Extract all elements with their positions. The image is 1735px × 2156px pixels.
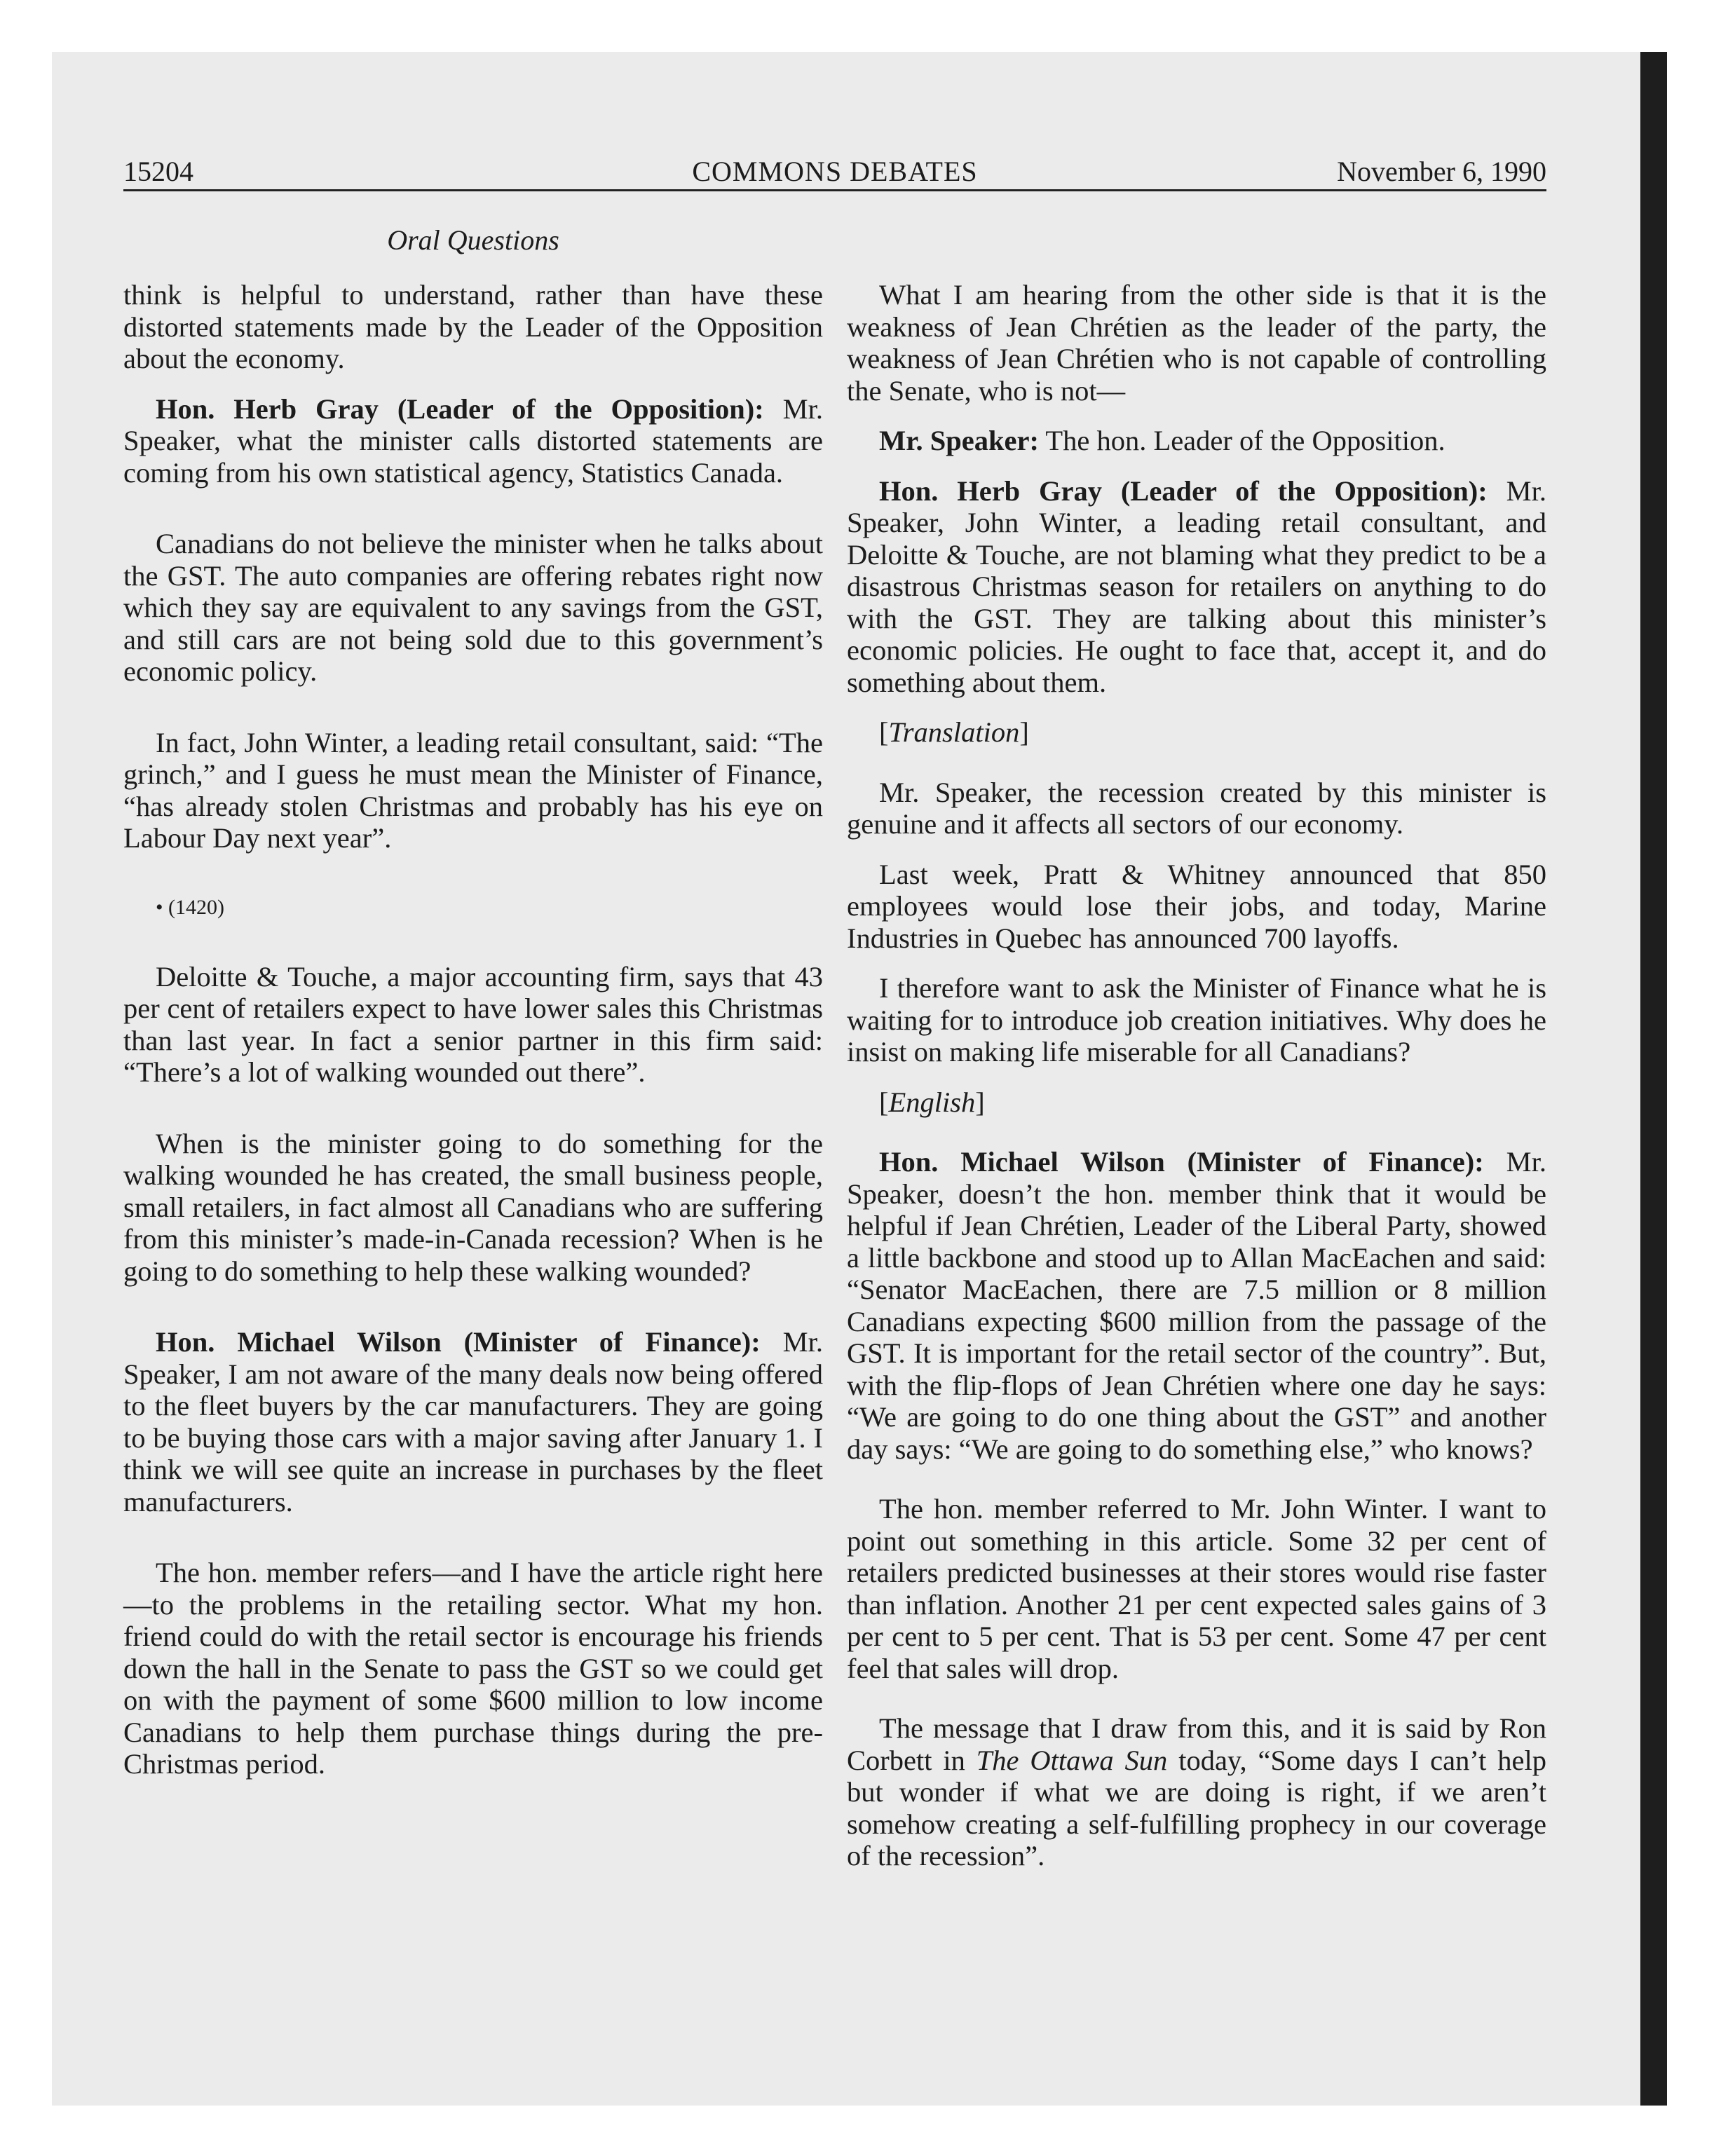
- tag-text: Translation: [888, 716, 1020, 748]
- language-tag-english: [847, 1086, 1546, 1119]
- paragraph: I therefore want to ask the Minister of Finance what he is waiting for to introduce job creation initiatives. Why does he insist on making life miserable for all Canadians?: [847, 972, 1546, 1067]
- speech-paragraph: [123, 393, 823, 489]
- speech-text: Mr. Speaker, I am not aware of the many deals now being offered to the fleet buyers by the car manufacturers. They are going to be buying those cars with a major saving after January 1. I think we will see quite an increase in purchases by the fleet manufacturers.: [123, 1326, 823, 1517]
- speaker-name: Hon. Herb Gray (Leader of the Opposition):: [156, 393, 764, 425]
- right-column: [847, 279, 1546, 1872]
- paragraph: think is helpful to understand, rather than have these distorted statements made by the Leader of the Opposition about the economy.: [123, 279, 823, 374]
- speech-paragraph: [123, 1326, 823, 1517]
- paragraph: Deloitte & Touche, a major accounting firm, says that 43 per cent of retailers expect to have lower sales this Christmas than last year. In fact a senior partner in this firm said: “There’s a lot of walking wounded out there”.: [123, 960, 823, 1088]
- paragraph: Last week, Pratt & Whitney announced that 850 employees would lose their jobs, and today, Marine Industries in Quebec has announced 700 layoffs.: [847, 858, 1546, 954]
- page-number: 15204: [123, 156, 193, 187]
- bracket: ]: [1019, 716, 1029, 748]
- section-heading: Oral Questions: [387, 224, 559, 256]
- page-header: [123, 153, 1546, 191]
- paragraph: The hon. member refers—and I have the article right here—to the problems in the retailing sector. What my hon. friend could do with the retail sector is encourage his friends down the hall in the Senate to pass the GST so we could get on with the payment of some $600 million to low income Canadians to help them purchase things during the pre-Christmas period.: [123, 1557, 823, 1780]
- left-column: [123, 279, 823, 1780]
- bracket: [: [879, 716, 889, 748]
- paragraph-text: The message that I draw from this, and it is said by Ron Corbett in: [847, 1712, 1546, 1776]
- publication-title: The Ottawa Sun: [976, 1744, 1168, 1776]
- tag-text: English: [888, 1086, 976, 1118]
- language-tag-translation: [847, 716, 1546, 749]
- speech-paragraph: [847, 1146, 1546, 1465]
- speech-paragraph: [847, 475, 1546, 699]
- running-title: COMMONS DEBATES: [692, 156, 978, 187]
- speech-text: The hon. Leader of the Opposition.: [1038, 425, 1445, 456]
- bracket: ]: [975, 1086, 985, 1118]
- paragraph: [847, 1712, 1546, 1872]
- paragraph: In fact, John Winter, a leading retail consultant, said: “The grinch,” and I guess he must mean the Minister of Finance, “has already stolen Christmas and probably has his eye on Labour Day next year”.: [123, 726, 823, 854]
- paragraph: What I am hearing from the other side is that it is the weakness of Jean Chrétien as the leader of the party, the weakness of Jean Chrétien who is not capable of controlling the Senate, who is not—: [847, 279, 1546, 407]
- paragraph: When is the minister going to do something for the walking wounded he has created, the small business people, small retailers, in fact almost all Canadians who are suffering from this minister’s made-in-Canada recession? When is he going to do something to help these walking wounded?: [123, 1127, 823, 1287]
- paragraph: Canadians do not believe the minister when he talks about the GST. The auto companies are offering rebates right now which they say are equivalent to any savings from the GST, and still cars are not being sold due to this government’s economic policy.: [123, 528, 823, 687]
- header-rule: [123, 189, 1546, 191]
- paragraph: Mr. Speaker, the recession created by this minister is genuine and it affects all sectors of our economy.: [847, 776, 1546, 840]
- paragraph-text: today, “Some days I can’t help but wonder if what we are doing is right, if we aren’t somehow creating a self-fulfilling prophecy in our coverage of the recession”.: [847, 1744, 1546, 1871]
- speaker-name: Hon. Herb Gray (Leader of the Opposition):: [879, 475, 1488, 507]
- speaker-name: Mr. Speaker:: [879, 425, 1039, 456]
- speaker-name: Hon. Michael Wilson (Minister of Finance):: [879, 1146, 1484, 1178]
- speaker-name: Hon. Michael Wilson (Minister of Finance):: [156, 1326, 761, 1358]
- speech-text: Mr. Speaker, John Winter, a leading retail consultant, and Deloitte & Touche, are not blaming what they predict to be a disastrous Christmas season for retailers on anything to do with the GST. They are talking about this minister’s economic policies. He ought to face that, accept it, and do something about them.: [847, 475, 1546, 698]
- bracket: [: [879, 1086, 889, 1118]
- speech-paragraph: [847, 425, 1546, 457]
- scan-edge-shadow: [1640, 52, 1667, 2106]
- time-marker: • (1420): [156, 895, 224, 919]
- header-date: November 6, 1990: [1337, 156, 1546, 187]
- speech-text: Mr. Speaker, doesn’t the hon. member think that it would be helpful if Jean Chrétien, Leader of the Liberal Party, showed a little backbone and stood up to Allan MacEachen and said: “Senator MacEachen, there are 7.5 million or 8 million Canadians expecting $600 million from the passage of the GST. It is important for the retail sector of the country”. But, with the flip-flops of Jean Chrétien where one day he says: “We are going to do one thing about the GST” and another day says: “We are going to do something else,” who knows?: [847, 1146, 1546, 1465]
- paragraph: The hon. member referred to Mr. John Winter. I want to point out something in this article. Some 32 per cent of retailers predicted businesses at their stores would rise faster than inflation. Another 21 per cent expected sales gains of 3 per cent to 5 per cent. That is 53 per cent. Some 47 per cent feel that sales will drop.: [847, 1493, 1546, 1684]
- speech-text: Mr. Speaker, what the minister calls distorted statements are coming from his own statistical agency, Statistics Canada.: [123, 393, 823, 489]
